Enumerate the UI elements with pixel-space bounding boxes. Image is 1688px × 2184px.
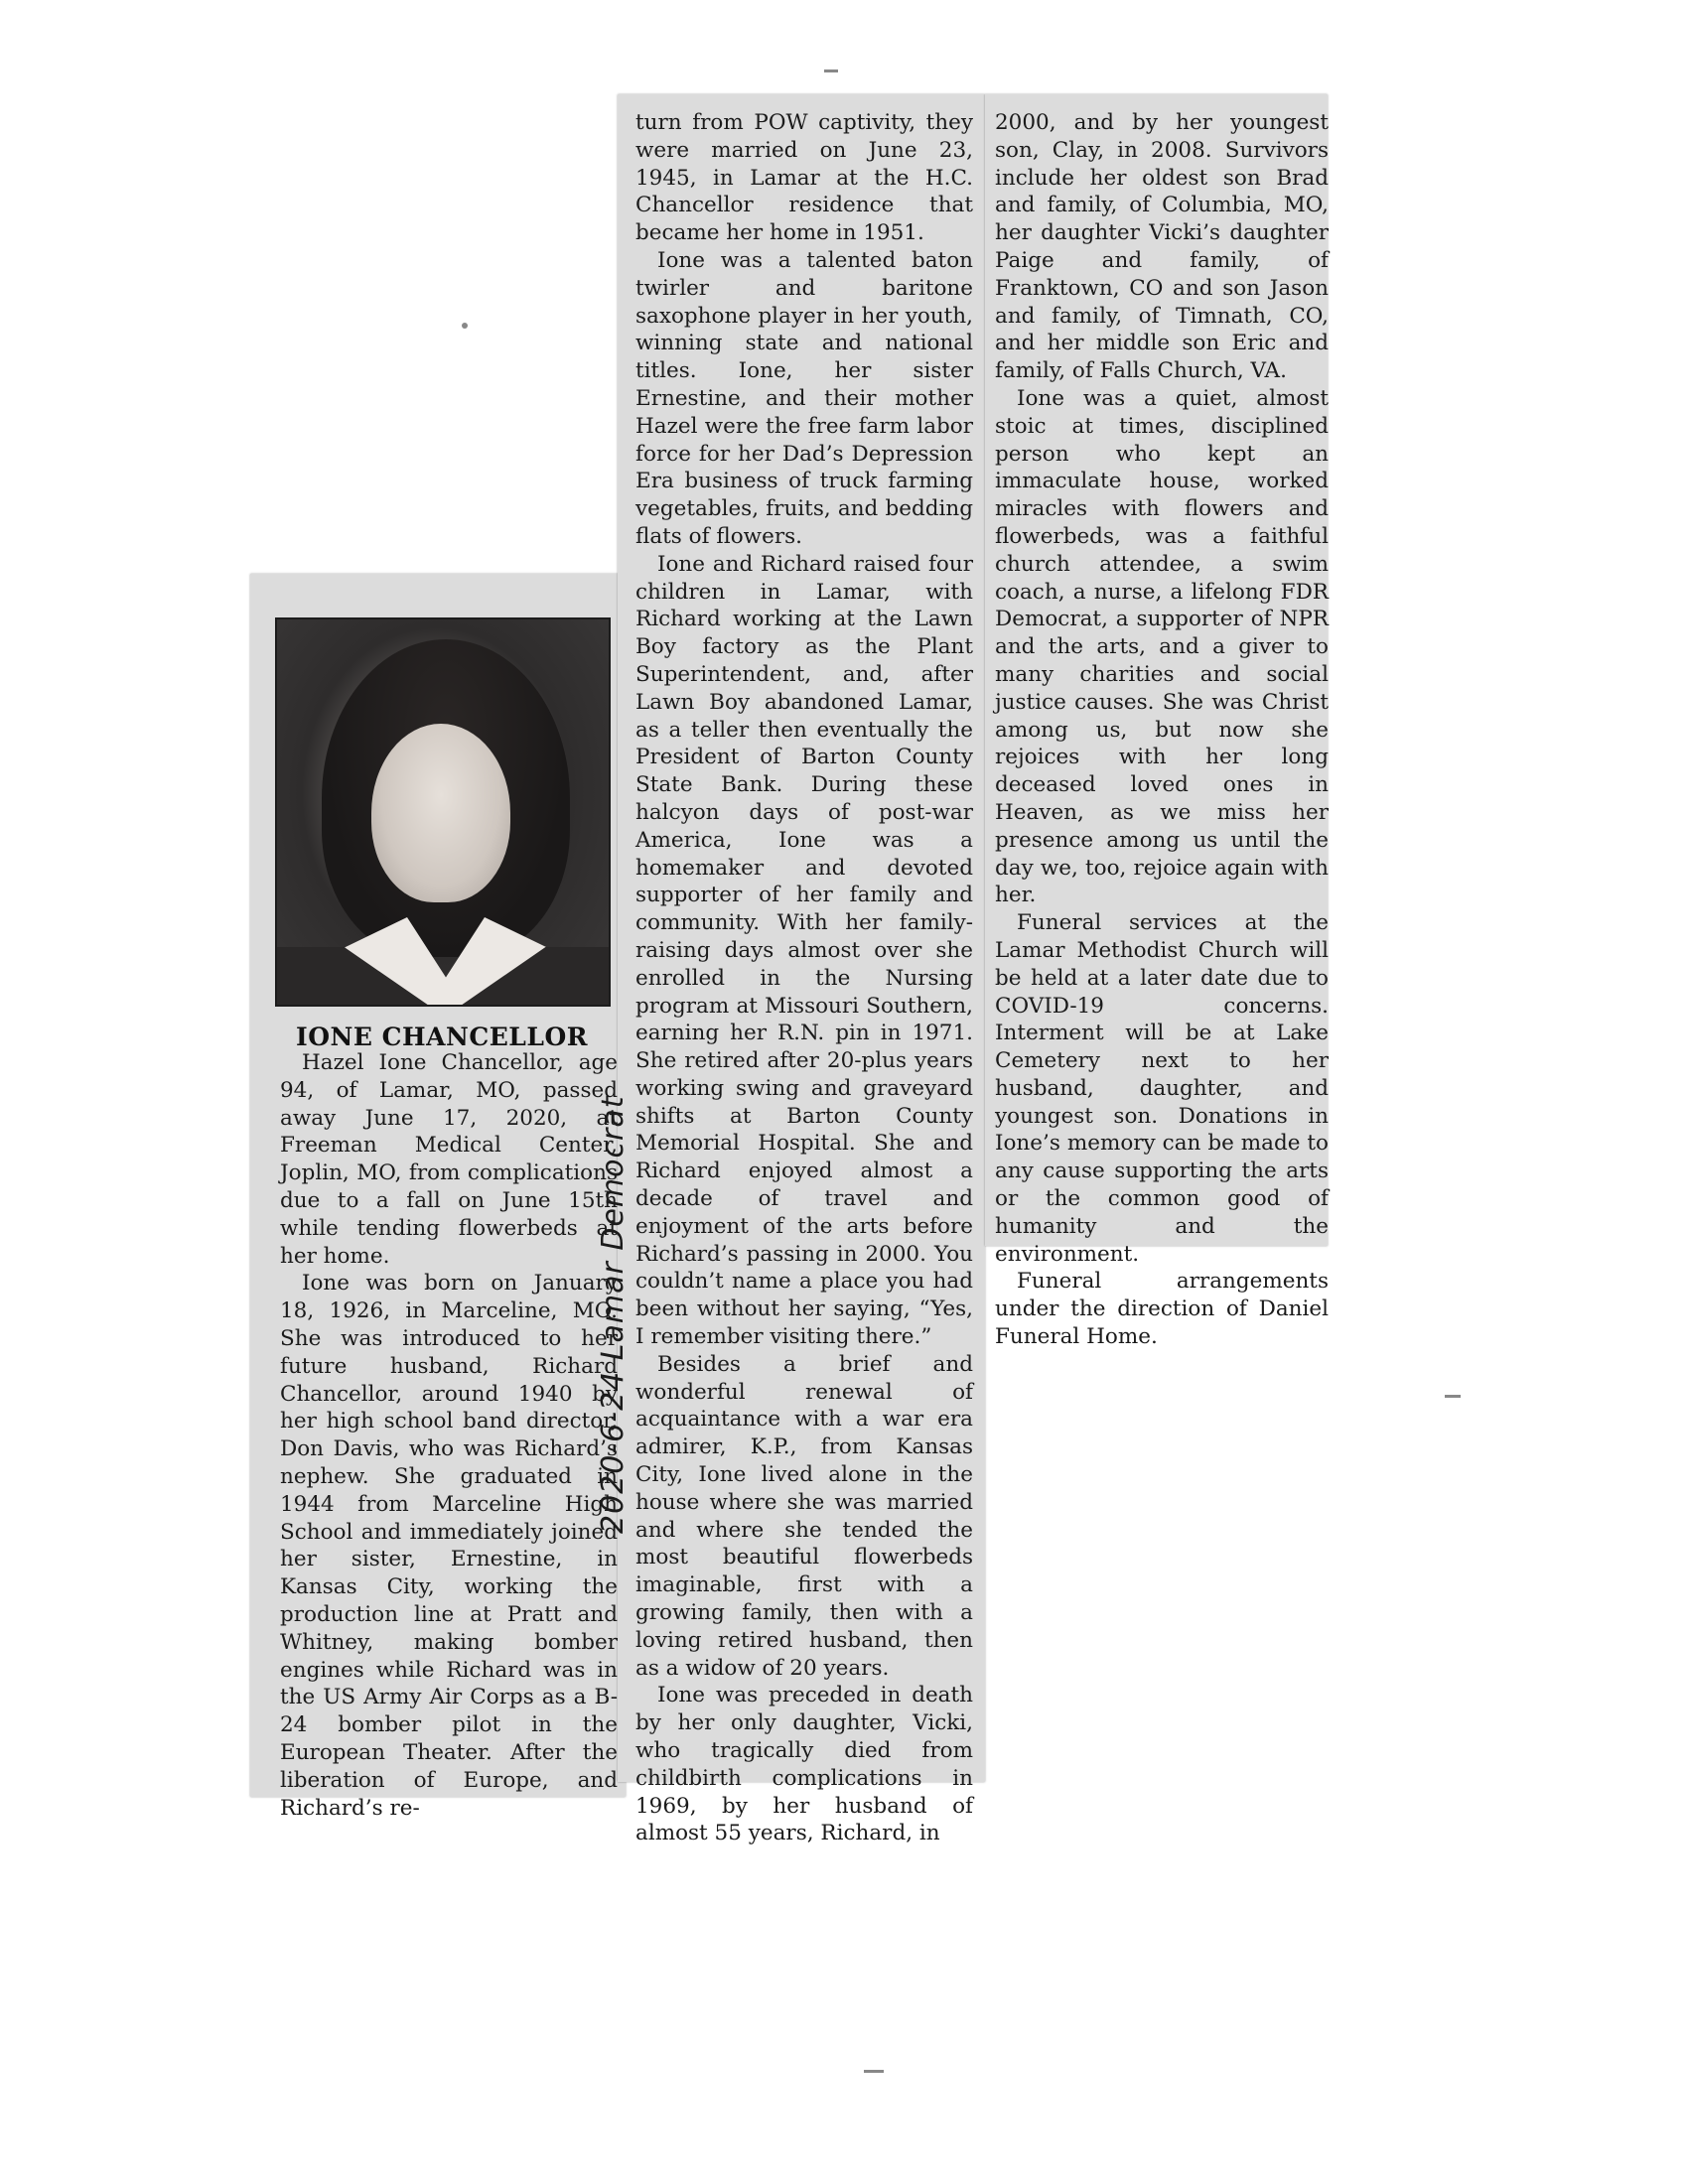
article-column-1 bbox=[280, 1049, 618, 1822]
paragraph: Ione was born on January 18, 1926, in Marceline, MO. She was introduced to her future husband, Richard Chancellor, around 1940 by her high school band director, Don Davis, who was Richard’s nephew. She graduated in 1944 from Marceline High School and immediately joined her sister, Ernestine, in Kansas City, working the production line at Pratt and Whitney, making bomber engines while Richard was in the US Army Air Corps as a B-24 bomber pilot in the European Theater. After the liberation of Europe, and Richard’s re- bbox=[280, 1271, 618, 1821]
scan-speck bbox=[864, 2070, 884, 2073]
paragraph: Ione and Richard raised four children in Lamar, with Richard working at the Lawn Boy factory as the Plant Superintendent, and, after Lawn Boy abandoned Lamar, as a teller then eventually the President of Barton County State Bank. During these halcyon days of post-war America, Ione was a homemaker and devoted supporter of her family and community. With her family-raising days almost over she enrolled in the Nursing program at Missouri Southern, earning her R.N. pin in 1971. She retired after 20-plus years working swing and graveyard shifts at Barton County Memorial Hospital. She and Richard enjoyed almost a decade of travel and enjoyment of the arts before Richard’s passing in 2000. You couldn’t name a place you had been without her saying, “Yes, I remember visiting there.” bbox=[635, 551, 973, 1350]
article-column-3 bbox=[995, 109, 1329, 1351]
article-column-2 bbox=[635, 109, 973, 1847]
paragraph: Funeral arrangements under the direction of Daniel Funeral Home. bbox=[995, 1269, 1329, 1350]
paragraph: Ione was preceded in death by her only daughter, Vicki, who tragically died from childbirth complications in 1969, by her husband of almost 55 years, Richard, in bbox=[635, 1683, 973, 1846]
paragraph: 2000, and by her youngest son, Clay, in 2008. Survivors include her oldest son Brad and family, of Columbia, MO, her daughter Vicki’s daughter Paige and family, of Franktown, CO and son Jason and family, of Timnath, CO, and her middle son Eric and family, of Falls Church, VA. bbox=[995, 110, 1329, 384]
paragraph: Ione was a quiet, almost stoic at times, disciplined person who kept an immaculate house, worked miracles with flowers and flowerbeds, was a faithful church attendee, a swim coach, a nurse, a lifelong FDR Democrat, a supporter of NPR and the arts, and a giver to many charities and social justice causes. She was Christ among us, but now she rejoices with her long deceased loved ones in Heaven, as we miss her presence among us until the day we, too, rejoice again with her. bbox=[995, 385, 1329, 908]
scan-speck bbox=[462, 323, 468, 329]
portrait-photo bbox=[275, 617, 611, 1007]
paragraph: Hazel Ione Chancellor, age 94, of Lamar, MO, passed away June 17, 2020, at Freeman Medical Center, Joplin, MO, from complications due to a fall on June 15th while tending flowerbeds at her home. bbox=[280, 1050, 618, 1269]
obituary-headline: IONE CHANCELLOR bbox=[296, 1023, 589, 1051]
scan-speck bbox=[824, 69, 838, 72]
paragraph: Funeral services at the Lamar Methodist Church will be held at a later date due to COVID-19 concerns. Interment will be at Lake Cemetery next to her husband, daughter, and youngest son. Donations in Ione’s memory can be made to any cause supporting the arts or the common good of humanity and the environment. bbox=[995, 910, 1329, 1267]
paragraph: Besides a brief and wonderful renewal of acquaintance with a war era admirer, K.P., from Kansas City, Ione lived alone in the house where she was married and where she tended the most beautiful flowerbeds imaginable, first with a growing family, then with a loving retired husband, then as a widow of 20 years. bbox=[635, 1351, 973, 1681]
scan-speck bbox=[1445, 1395, 1461, 1398]
paragraph: Ione was a talented baton twirler and baritone saxophone player in her youth, winning state and national titles. Ione, her sister Ernestine, and their mother Hazel were the free farm labor force for her Dad’s Depression Era business of truck farming vegetables, fruits, and bedding flats of flowers. bbox=[635, 247, 973, 549]
paragraph: turn from POW captivity, they were married on June 23, 1945, in Lamar at the H.C. Chancellor residence that became her home in 1951. bbox=[635, 110, 973, 246]
handwritten-annotation: 2020-6-24 Lamar Democrat bbox=[596, 1095, 631, 1534]
